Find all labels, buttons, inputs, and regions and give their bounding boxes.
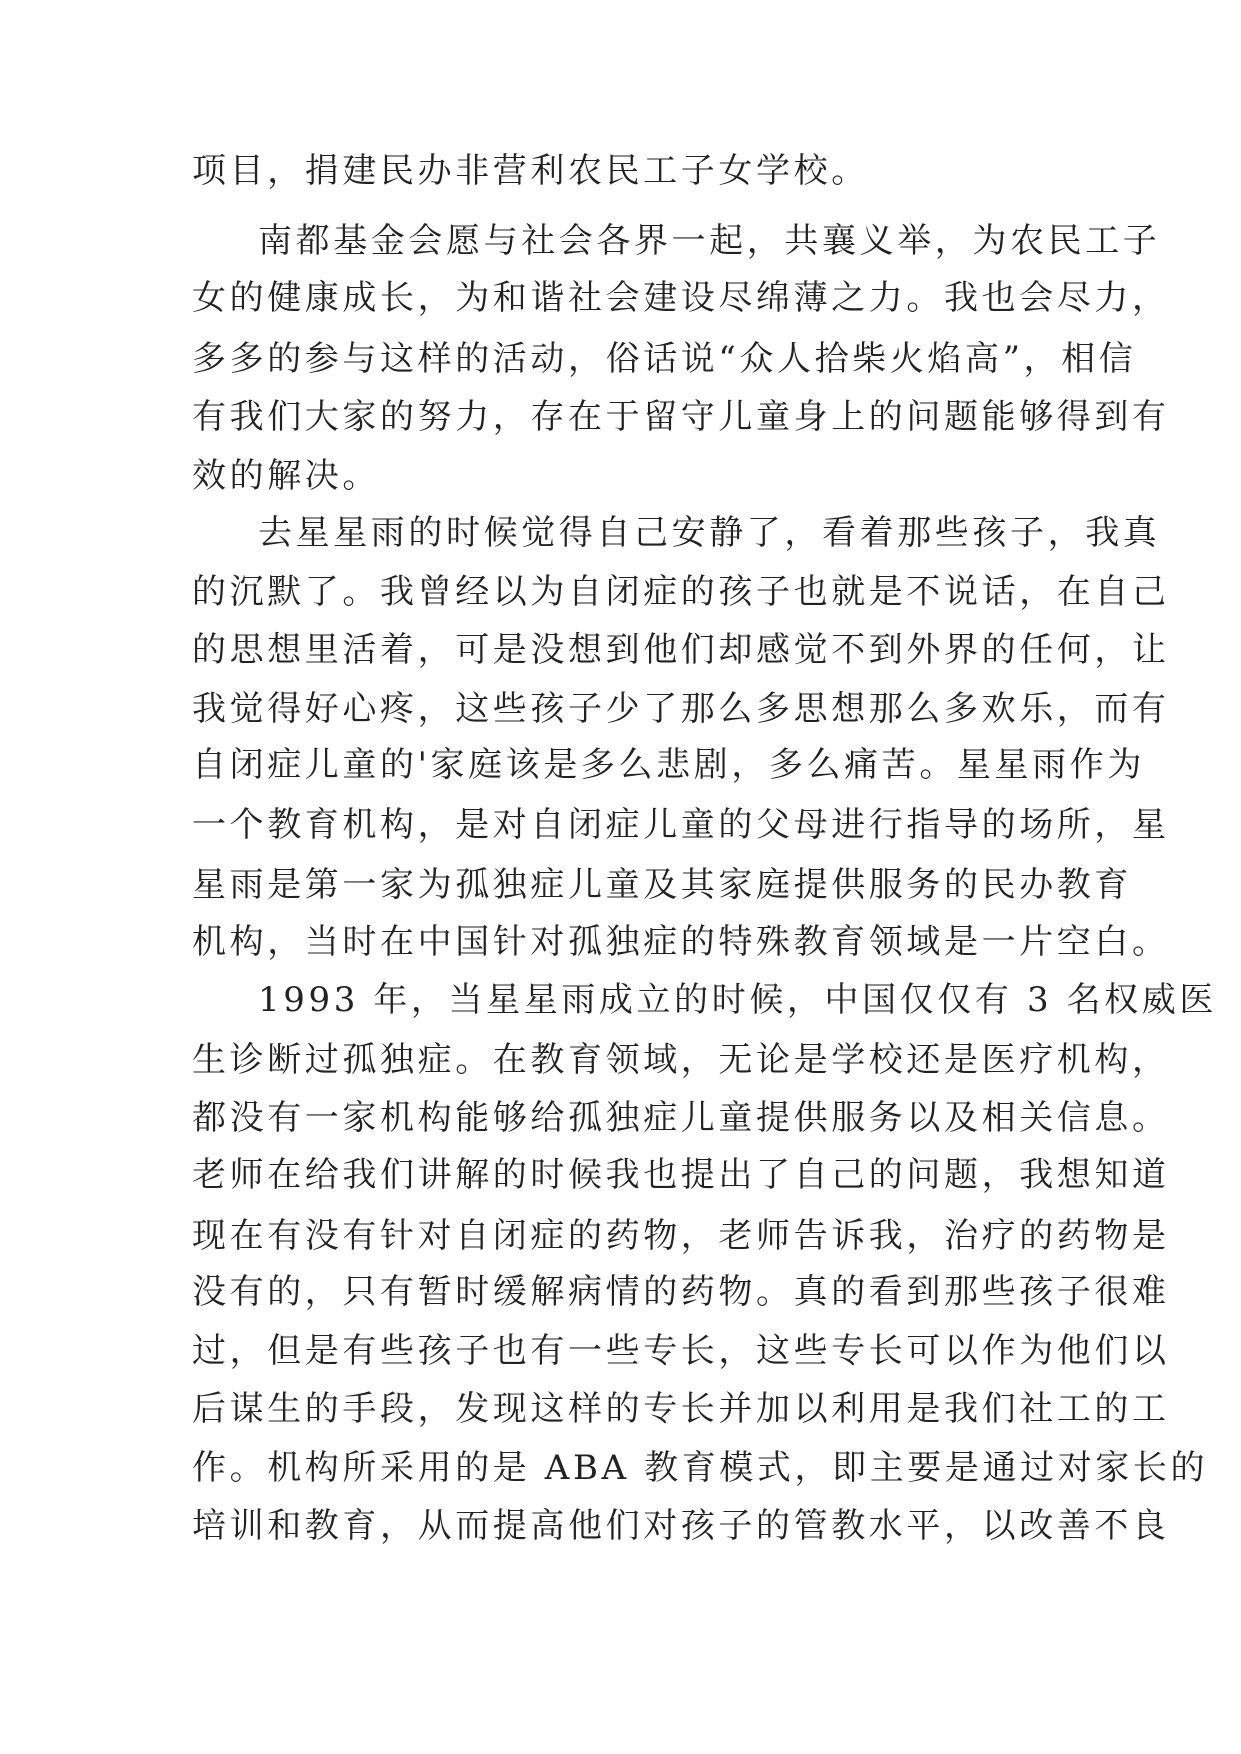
text-line: 多多的参与这样的活动，俗话说“众人拾柴火焰高”，相信 [192, 339, 1137, 379]
text-line: 作。机构所采用的是 ABA 教育模式，即主要是通过对家长的 [192, 1448, 1209, 1488]
paragraph-start-line: 去星星雨的时候觉得自己安静了，看着那些孩子，我真 [258, 513, 1161, 553]
text-line: 都没有一家机构能够给孤独症儿童提供服务以及相关信息。 [192, 1098, 1170, 1138]
text-line: 机构，当时在中国针对孤独症的特殊教育领域是一片空白。 [192, 922, 1170, 962]
text-line: 的沉默了。我曾经以为自闭症的孩子也就是不说话，在自己 [192, 572, 1170, 612]
text-line: 我觉得好心疼，这些孩子少了那么多思想那么多欢乐，而有 [192, 689, 1170, 729]
text-line: 女的健康成长，为和谐社会建设尽绵薄之力。我也会尽力， [192, 278, 1170, 318]
text-line: 生诊断过孤独症。在教育领域，无论是学校还是医疗机构， [192, 1040, 1170, 1080]
text-line: 培训和教育，从而提高他们对孩子的管教水平，以改善不良 [192, 1506, 1170, 1546]
text-line: 后谋生的手段，发现这样的专长并加以利用是我们社工的工 [192, 1389, 1170, 1429]
paragraph-start-line: 南都基金会愿与社会各界一起，共襄义举，为农民工子 [258, 221, 1161, 261]
text-line: 现在有没有针对自闭症的药物，老师告诉我，治疗的药物是 [192, 1216, 1170, 1256]
text-line: 有我们大家的努力，存在于留守儿童身上的问题能够得到有 [192, 397, 1170, 437]
text-line: 星雨是第一家为孤独症儿童及其家庭提供服务的民办教育 [192, 865, 1132, 905]
text-line: 的思想里活着，可是没想到他们却感觉不到外界的任何，让 [192, 630, 1170, 670]
text-line: 效的解决。 [192, 456, 380, 496]
text-line: 老师在给我们讲解的时候我也提出了自己的问题，我想知道 [192, 1155, 1170, 1195]
text-line: 项目，捐建民办非营利农民工子女学校。 [192, 151, 869, 191]
text-line: 没有的，只有暂时缓解病情的药物。真的看到那些孩子很难 [192, 1272, 1170, 1312]
paragraph-start-line: 1993 年，当星星雨成立的时候，中国仅仅有 3 名权威医 [258, 980, 1217, 1020]
text-line: 自闭症儿童的'家庭该是多么悲剧，多么痛苦。星星雨作为 [192, 745, 1145, 785]
text-line: 一个教育机构，是对自闭症儿童的父母进行指导的场所，星 [192, 805, 1170, 845]
text-line: 过，但是有些孩子也有一些专长，这些专长可以作为他们以 [192, 1331, 1170, 1371]
